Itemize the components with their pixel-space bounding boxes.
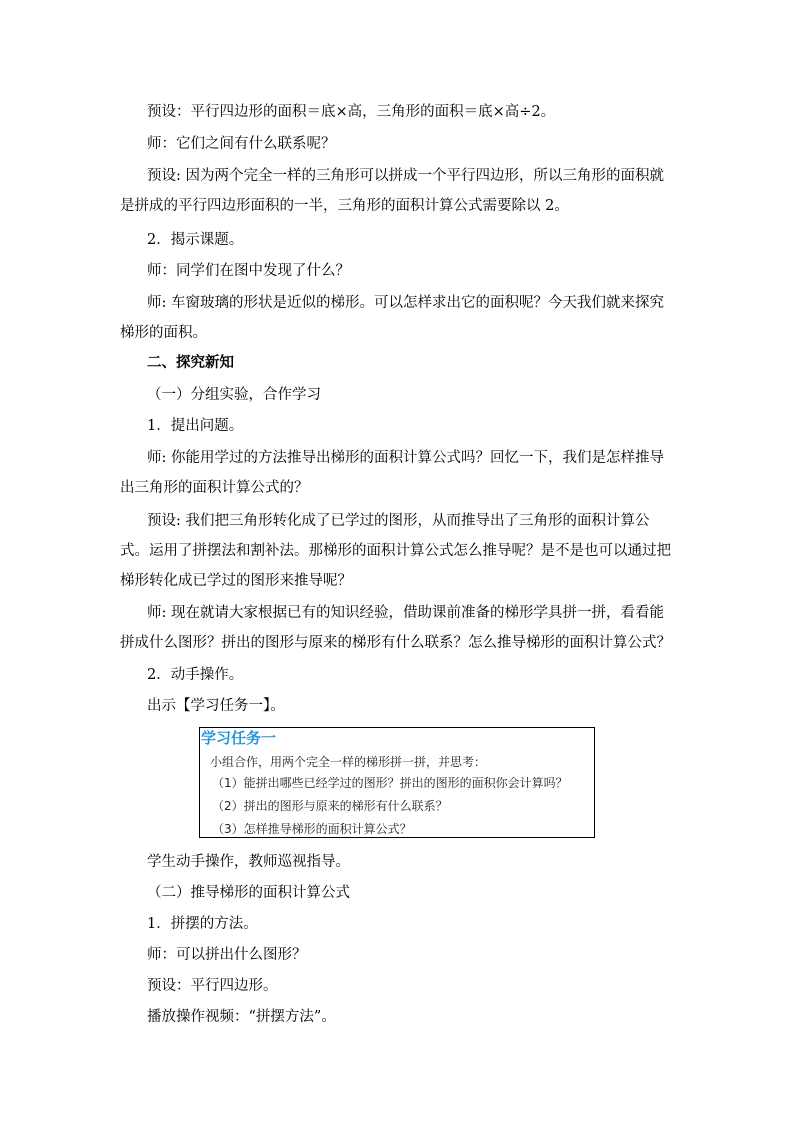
task-box-item-2: （2）拼出的图形与原来的梯形有什么联系？ bbox=[212, 799, 448, 813]
paragraph-reveal-topic: 2．揭示课题。 bbox=[147, 232, 244, 248]
paragraph-pose-question: 1．提出问题。 bbox=[147, 418, 244, 434]
paragraph-teacher-window-trapezoid: 师: 车窗玻璃的形状是近似的梯形。可以怎样求出它的面积呢？今天我们就来探究梯形的面积。 bbox=[120, 295, 664, 341]
task-box-intro: 小组合作，用两个完全一样的梯形拼一拼，并思考： bbox=[210, 755, 487, 769]
learning-task-box bbox=[199, 727, 595, 838]
subsection-group-experiment: （一）分组实验，合作学习 bbox=[147, 387, 321, 403]
paragraph-teacher-derive-question: 师: 你能用学过的方法推导出梯形的面积计算公式吗？回忆一下，我们是怎样推导出三角形的面积计算公式的？ bbox=[120, 450, 664, 496]
paragraph-preset-parallelogram: 预设：平行四边形。 bbox=[147, 978, 278, 994]
paragraph-preset-formulas: 预设：平行四边形的面积＝底×高，三角形的面积＝底×高÷2。 bbox=[147, 104, 556, 120]
paragraph-arrangement-method: 1．拼摆的方法。 bbox=[147, 916, 258, 932]
paragraph-teacher-question-relation: 师：它们之间有什么联系呢？ bbox=[147, 136, 336, 152]
subsection-derive-formula: （二）推导梯形的面积计算公式 bbox=[147, 885, 350, 901]
paragraph-preset-triangle-explanation: 预设: 因为两个完全一样的三角形可以拼成一个平行四边形，所以三角形的面积就是拼成的平行四边形面积的一半，三角形的面积计算公式需要除以 2。 bbox=[120, 168, 664, 214]
paragraph-teacher-hands-on: 师: 现在就请大家根据已有的知识经验，借助课前准备的梯形学具拼一拼，看看能拼成什么图形？拼出的图形与原来的梯形有什么联系？怎么推导梯形的面积计算公式？ bbox=[120, 605, 671, 651]
paragraph-preset-transform: 预设: 我们把三角形转化成了已学过的图形，从而推导出了三角形的面积计算公式。运用了拼摆法和割补法。那梯形的面积计算公式怎么推导呢？是不是也可以通过把梯形转化成已学过的图形来推导呢？ bbox=[120, 513, 671, 589]
task-box-item-3: （3）怎样推导梯形的面积计算公式？ bbox=[212, 822, 412, 836]
paragraph-students-operate: 学生动手操作，教师巡视指导。 bbox=[147, 854, 350, 870]
task-box-item-1: （1）能拼出哪些已经学过的图形？拼出的图形的面积你会计算吗？ bbox=[212, 776, 568, 790]
paragraph-teacher-what-found: 师：同学们在图中发现了什么？ bbox=[147, 263, 350, 279]
task-box-title: 学习任务一 bbox=[201, 729, 277, 747]
paragraph-play-video: 播放操作视频：“拼摆方法”。 bbox=[147, 1009, 336, 1025]
paragraph-teacher-what-shape: 师：可以拼出什么图形？ bbox=[147, 947, 307, 963]
paragraph-hands-on-operation: 2．动手操作。 bbox=[147, 667, 244, 683]
paragraph-show-task: 出示【学习任务一】。 bbox=[147, 698, 285, 714]
section-heading-explore: 二、探究新知 bbox=[147, 354, 234, 371]
